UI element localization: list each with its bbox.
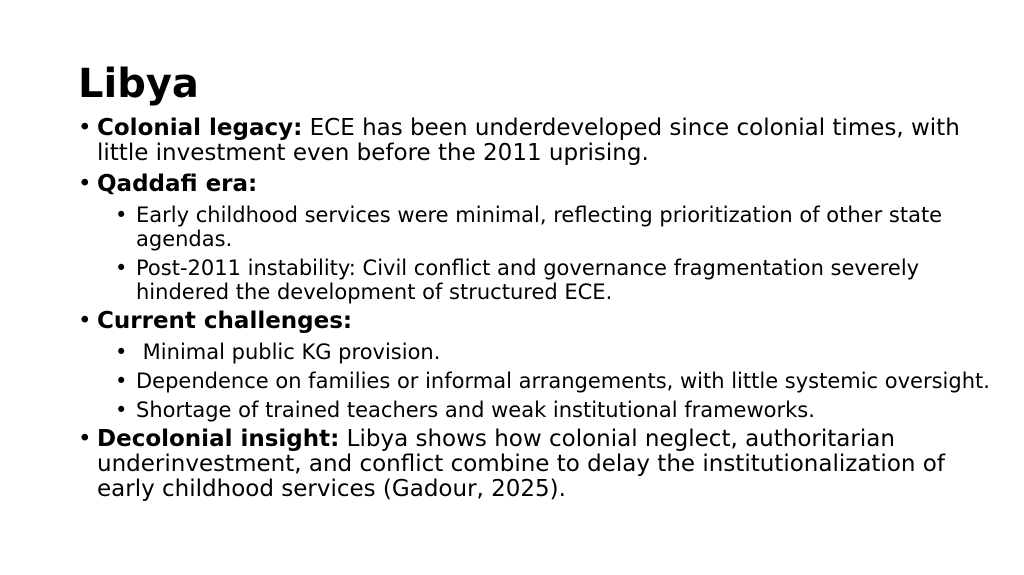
- bullet-icon: •: [115, 398, 128, 422]
- bullet-current-challenges: [78, 309, 998, 334]
- sub-bullet-text: Early childhood services were minimal, reflecting prioritization of other state agendas.: [136, 203, 943, 251]
- bullet-icon: •: [78, 171, 92, 197]
- bullet-icon: •: [115, 340, 128, 364]
- slide-title: Libya: [78, 61, 199, 107]
- bullet-icon: •: [115, 203, 128, 227]
- bullet-label: Decolonial insight:: [97, 426, 340, 452]
- bullet-icon: •: [78, 426, 92, 452]
- bullet-icon: •: [115, 256, 128, 280]
- sub-bullet: [78, 203, 998, 251]
- bullet-list: [78, 116, 998, 508]
- bullet-icon: •: [115, 369, 128, 393]
- bullet-label: Colonial legacy:: [97, 115, 303, 141]
- bullet-text: ECE has been underdeveloped since colonial times, with little investment even before the 2011 uprising.: [97, 115, 960, 166]
- bullet-text: Libya shows how colonial neglect, authoritarian underinvestment, and conflict combine to delay the institutionalization of early childhood services (Gadour, 2025).: [97, 426, 945, 502]
- sub-bullet: [78, 398, 998, 422]
- bullet-colonial-legacy: [78, 116, 998, 166]
- sub-bullet-text: Dependence on families or informal arrangements, with little systemic oversight.: [136, 369, 990, 393]
- bullet-icon: •: [78, 115, 92, 141]
- bullet-decolonial-insight: [78, 427, 998, 502]
- bullet-label: Qaddafi era:: [97, 171, 258, 197]
- sub-bullet: [78, 256, 998, 304]
- bullet-icon: •: [78, 308, 92, 334]
- sub-bullet: [78, 340, 998, 364]
- sub-bullet-text: Minimal public KG provision.: [136, 340, 441, 364]
- sub-bullet-text: Post-2011 instability: Civil conflict and governance fragmentation severely hindered the development of structured ECE.: [136, 256, 920, 304]
- sub-bullet: [78, 369, 998, 393]
- sub-bullet-text: Shortage of trained teachers and weak institutional frameworks.: [136, 398, 815, 422]
- bullet-label: Current challenges:: [97, 308, 353, 334]
- bullet-qaddafi-era: [78, 172, 998, 197]
